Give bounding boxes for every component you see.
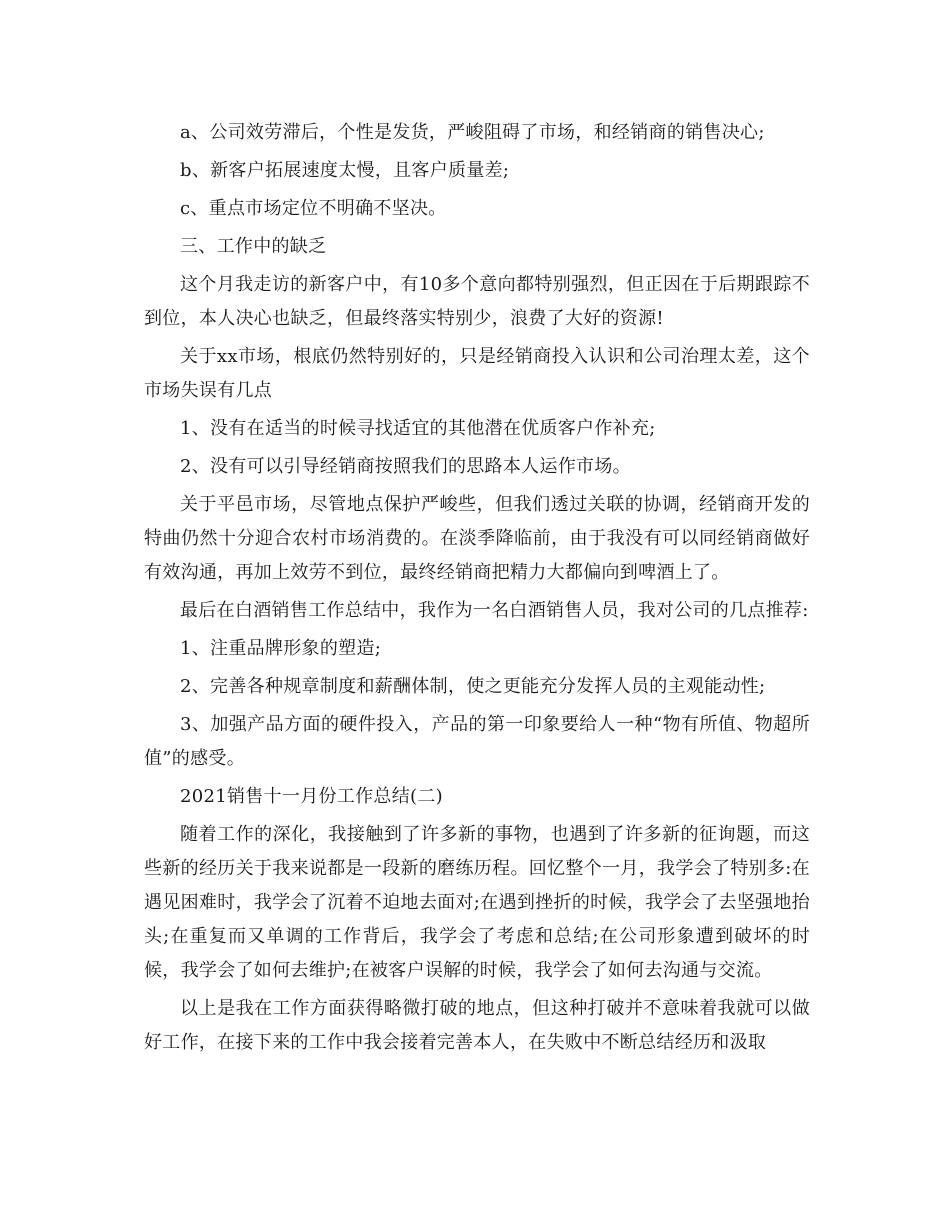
section-title-part-two: 2021销售十一月份工作总结(二) xyxy=(180,786,443,807)
paragraph-c: c、重点市场定位不明确不坚决。 xyxy=(180,198,447,219)
section-heading-shortcomings: 三、工作中的缺乏 xyxy=(180,236,327,257)
recommendation-item-3: 3、加强产品方面的硬件投入，产品的第一印象要给人一种“物有所值、物超所值”的感受。 xyxy=(144,714,810,769)
paragraph-b: b、新客户拓展速度太慢，且客户质量差; xyxy=(180,160,510,181)
paragraph-conclusion: 以上是我在工作方面获得略微打破的地点，但这种打破并不意味着我就可以做好工作，在接下来的工作中我会接着完善本人，在失败中不断总结经历和汲取 xyxy=(144,998,810,1053)
paragraph-learning: 随着工作的深化，我接触到了许多新的事物，也遇到了许多新的征询题，而这些新的经历关于我来说都是一段新的磨练历程。回忆整个一月，我学会了特别多:在遇见困难时，我学会了沉着不迫地去面对;在遇到挫折的时候，我学会了去坚强地抬头;在重复而又单调的工作背后，我学会了考虑和总结;在公司形象遭到破坏的时候，我学会了如何去维护;在被客户误解的时候，我学会了如何去沟通与交流。 xyxy=(144,824,810,981)
list-item-1: 1、没有在适当的时候寻找适宜的其他潜在优质客户作补充; xyxy=(180,418,656,439)
list-item-2: 2、没有可以引导经销商按照我们的思路本人运作市场。 xyxy=(180,456,631,477)
paragraph-new-clients: 这个月我走访的新客户中，有10多个意向都特别强烈，但正因在于后期跟踪不到位，本人决心也缺乏，但最终落实特别少，浪费了大好的资源! xyxy=(144,274,810,329)
recommendation-item-1: 1、注重品牌形象的塑造; xyxy=(180,638,382,659)
paragraph-pingyi-market: 关于平邑市场，尽管地点保护严峻些，但我们透过关联的协调，经销商开发的特曲仍然十分迎合农村市场消费的。在淡季降临前，由于我没有可以同经销商做好有效沟通，再加上效劳不到位，最终经销商把精力大都偏向到啤酒上了。 xyxy=(144,494,810,583)
recommendation-item-2: 2、完善各种规章制度和薪酬体制，使之更能充分发挥人员的主观能动性; xyxy=(180,676,766,697)
paragraph-a: a、公司效劳滞后，个性是发货，严峻阻碍了市场，和经销商的销售决心; xyxy=(180,122,765,143)
paragraph-xx-market: 关于xx市场，根底仍然特别好的，只是经销商投入认识和公司治理太差，这个市场失误有几点 xyxy=(144,346,810,401)
paragraph-recommendations: 最后在白酒销售工作总结中，我作为一名白酒销售人员，我对公司的几点推荐: xyxy=(180,600,809,621)
document-body xyxy=(144,116,810,1064)
